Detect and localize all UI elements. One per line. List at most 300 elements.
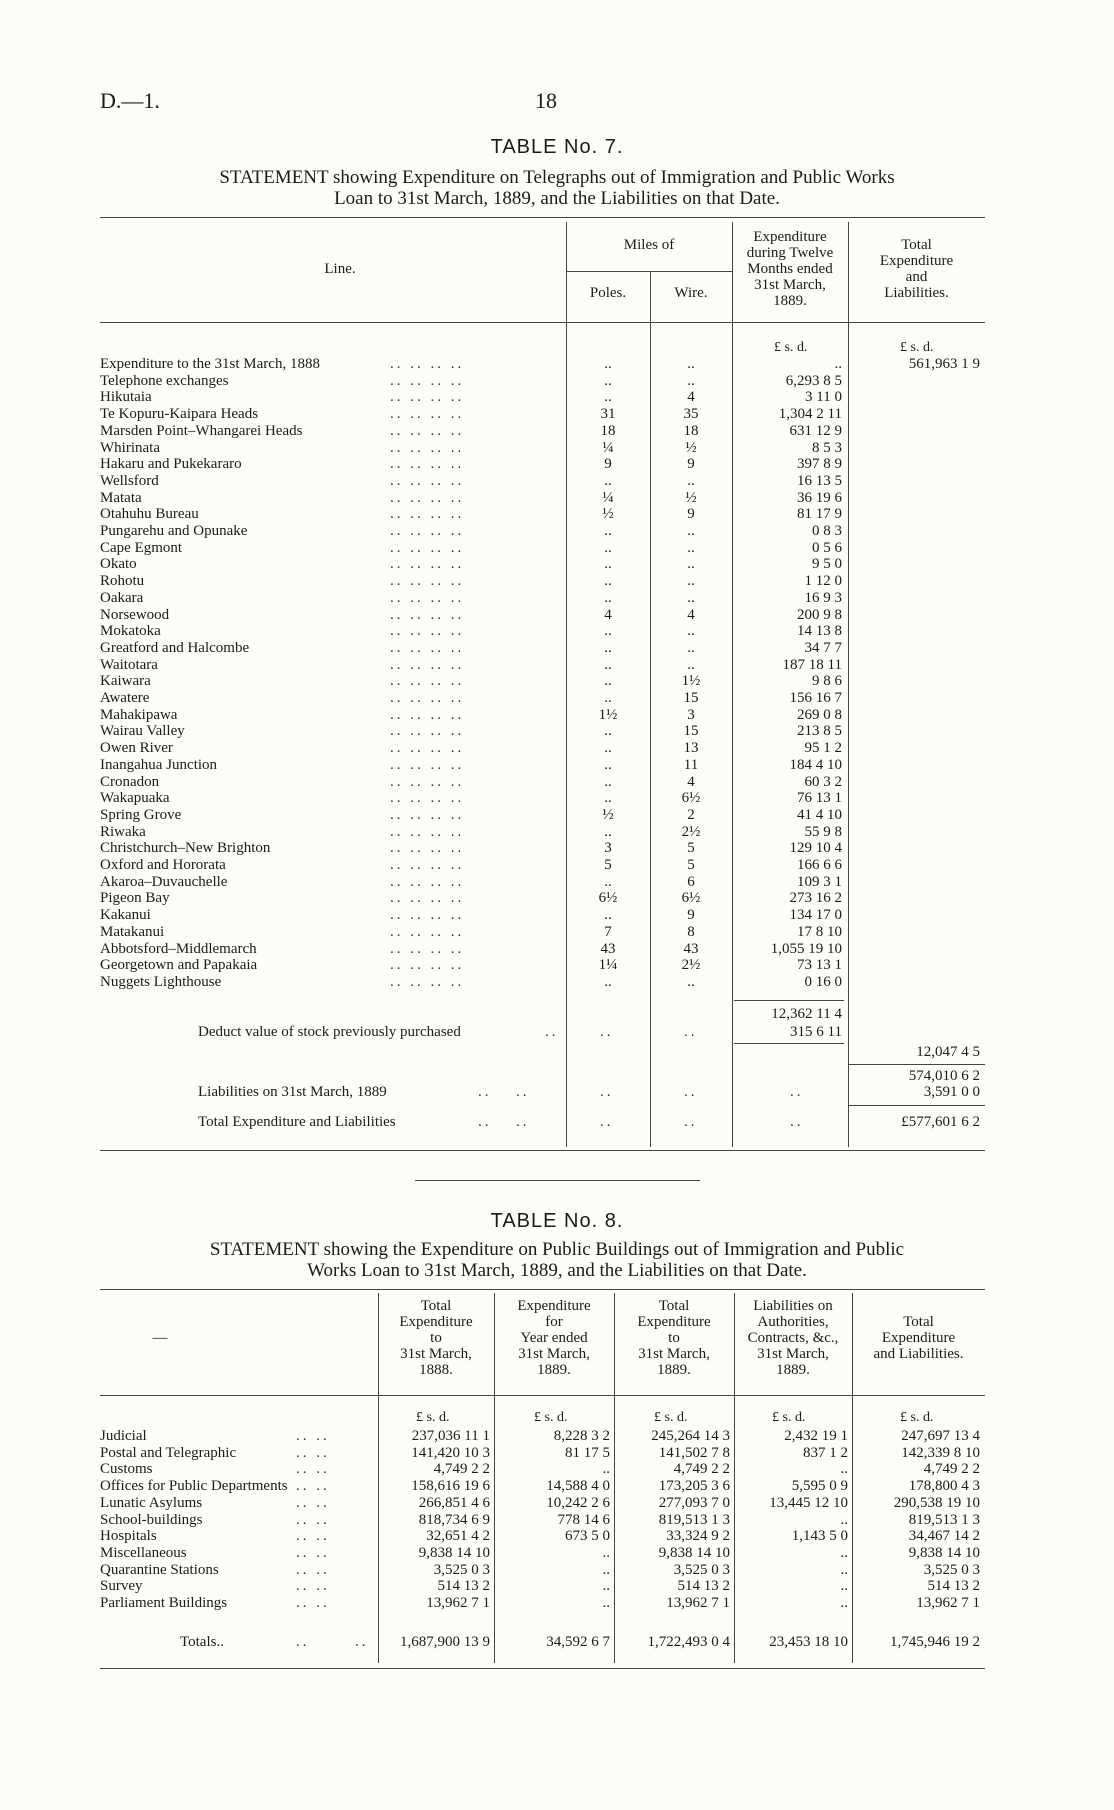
leader-dots: .. ..: [296, 1461, 330, 1478]
table-row: [0, 389, 1114, 406]
line-name: Oxford and Hororata: [100, 857, 226, 873]
wire-value: 35: [683, 406, 699, 423]
line-name: Te Kopuru-Kaipara Heads: [100, 406, 259, 423]
expenditure-value: 81 17 9: [797, 506, 842, 523]
wire-value: 5: [687, 857, 695, 873]
table-row: [0, 1578, 1114, 1595]
poles-value: ..: [604, 690, 612, 706]
expenditure-value: 0 5 6: [812, 539, 842, 556]
table8-header-col2: Expenditure for Year ended 31st March, 1889.: [517, 1298, 591, 1378]
line-name: Georgetown and Papakaia: [100, 957, 258, 974]
table7-currency-total: £ s. d.: [900, 340, 934, 355]
poles-value: ..: [604, 472, 612, 489]
total-value: 561,963 1 9: [908, 356, 980, 372]
leader-dots: .. .. .. ..: [390, 389, 465, 406]
wire-value: 5: [687, 840, 695, 857]
leader-dots: .. .. .. ..: [390, 740, 465, 757]
line-name: Pungarehu and Opunake: [100, 523, 248, 539]
line-name: Telephone exchanges: [100, 372, 229, 389]
leader-dots: .. .. .. ..: [390, 372, 465, 389]
poles-value: 6½: [598, 890, 618, 907]
line-name: Hakaru and Pukekararo: [100, 456, 242, 473]
category-label: Quarantine Stations: [100, 1561, 219, 1578]
table-row: [0, 490, 1114, 507]
line-name: Waitotara: [100, 656, 158, 673]
col1-value: 266,851 4 6: [418, 1494, 490, 1511]
table-row: [0, 790, 1114, 807]
leader-dots: .. .. .. ..: [390, 356, 465, 372]
table8-currency-col5: £ s. d.: [900, 1410, 934, 1425]
table7-header-rule: [100, 322, 985, 323]
expenditure-value: 273 16 2: [789, 890, 842, 907]
document-reference: D.—1.: [100, 88, 160, 113]
expenditure-value: 34 7 7: [804, 639, 842, 656]
table-row: [0, 857, 1114, 874]
table-row: [0, 373, 1114, 390]
leader-dots: .. .. .. ..: [390, 556, 465, 573]
line-name: Kakanui: [100, 907, 151, 924]
leader-dots: .. .. .. ..: [390, 790, 465, 807]
table-row: [0, 1445, 1114, 1462]
line-name: Awatere: [100, 690, 150, 706]
category-label: School-buildings: [100, 1511, 203, 1528]
leader-dots: .. .. .. ..: [390, 973, 465, 990]
expenditure-value: 129 10 4: [789, 840, 842, 857]
poles-value: 5: [604, 857, 612, 873]
leader-dots: .. .. .. ..: [390, 690, 465, 706]
leader-dots: .. .. .. ..: [390, 506, 465, 523]
table-row: [0, 1595, 1114, 1612]
col4-value: ..: [840, 1561, 848, 1578]
table-row: [0, 540, 1114, 557]
leader-dots: ..: [355, 1634, 369, 1650]
page-number: 18: [535, 88, 557, 113]
table8-header-col3: Total Expenditure to 31st March, 1889.: [637, 1298, 711, 1378]
poles-value: ½: [602, 506, 614, 523]
table8-currency-col4: £ s. d.: [772, 1410, 806, 1425]
expenditure-value: 16 9 3: [804, 589, 842, 606]
col4-value: 13,445 12 10: [769, 1494, 848, 1511]
leader-dots: .. .. .. ..: [390, 623, 465, 640]
expenditure-value: 60 3 2: [804, 773, 842, 790]
expenditure-value: 9 5 0: [812, 556, 842, 573]
table-row: [0, 1478, 1114, 1495]
col5-value: 178,800 4 3: [908, 1478, 980, 1495]
col5-value: 3,525 0 3: [923, 1561, 980, 1578]
line-name: Pigeon Bay: [100, 890, 170, 907]
col5-value: 247,697 13 4: [901, 1428, 980, 1444]
leader-dots: .. .. .. ..: [390, 823, 465, 840]
col2-value: 8,228 3 2: [553, 1428, 610, 1444]
line-name: Mahakipawa: [100, 706, 178, 723]
leader-dots: ..: [684, 1084, 698, 1100]
col4-value: 1,143 5 0: [791, 1528, 848, 1545]
line-name: Nuggets Lighthouse: [100, 973, 222, 990]
table7-deduct-amount: 315 6 11: [790, 1024, 842, 1040]
expenditure-value: 95 1 2: [804, 740, 842, 757]
table-row: [0, 974, 1114, 991]
col3-value: 141,502 7 8: [658, 1444, 730, 1461]
col5-value: 13,962 7 1: [916, 1595, 980, 1611]
poles-value: 3: [604, 840, 612, 857]
expenditure-value: 1,304 2 11: [778, 406, 842, 423]
col2-value: 778 14 6: [557, 1511, 610, 1528]
wire-value: 13: [683, 740, 699, 757]
line-name: Christchurch–New Brighton: [100, 840, 271, 857]
poles-value: ..: [604, 573, 612, 590]
poles-value: ..: [604, 523, 612, 539]
poles-value: ..: [604, 973, 612, 990]
wire-value: 4: [687, 773, 695, 790]
col4-value: ..: [840, 1578, 848, 1595]
wire-value: 9: [687, 456, 695, 473]
table7-sum-rule: [734, 1000, 844, 1001]
table-row: [0, 1545, 1114, 1562]
line-name: Abbotsford–Middlemarch: [100, 940, 257, 957]
col4-value: ..: [840, 1511, 848, 1528]
line-name: Otahuhu Bureau: [100, 506, 199, 523]
poles-value: ..: [604, 589, 612, 606]
table-row: [0, 1528, 1114, 1545]
table-row: [0, 423, 1114, 440]
table-row: [0, 473, 1114, 490]
table-row: [0, 840, 1114, 857]
table-row: [0, 941, 1114, 958]
table-row: [0, 690, 1114, 707]
category-label: Lunatic Asylums: [100, 1494, 203, 1511]
expenditure-value: 3 11 0: [805, 389, 842, 406]
table-row: [0, 740, 1114, 757]
table-row: [0, 456, 1114, 473]
col2-value: ..: [602, 1544, 610, 1561]
wire-value: 3: [687, 706, 695, 723]
wire-value: 2½: [681, 823, 701, 840]
poles-value: ..: [604, 639, 612, 656]
expenditure-value: 156 16 7: [789, 690, 842, 706]
leader-dots: .. .. .. ..: [390, 606, 465, 623]
poles-value: 31: [600, 406, 616, 423]
table7-statement-line1: STATEMENT showing Expenditure on Telegraphs out of Immigration and Public Works: [219, 167, 895, 188]
table7-liabilities-amount: 3,591 0 0: [923, 1084, 980, 1100]
line-name: Oakara: [100, 589, 144, 606]
leader-dots: .. ..: [296, 1595, 330, 1611]
leader-dots: .. .. .. ..: [390, 406, 465, 423]
leader-dots: .. .. .. ..: [390, 890, 465, 907]
table7-header-wire: Wire.: [674, 285, 708, 301]
table8-title: TABLE No. 8.: [490, 1210, 624, 1232]
col3-value: 173,205 3 6: [658, 1478, 730, 1495]
line-name: Okato: [100, 556, 137, 573]
expenditure-value: 36 19 6: [797, 489, 842, 506]
expenditure-value: ..: [834, 356, 842, 372]
poles-value: ..: [604, 556, 612, 573]
expenditure-value: 0 16 0: [804, 973, 842, 990]
leader-dots: .. ..: [296, 1478, 330, 1495]
table7-header-expenditure: Expenditure during Twelve Months ended 31st March, 1889.: [746, 229, 834, 309]
leader-dots: .. .. .. ..: [390, 857, 465, 873]
category-label: Postal and Telegraphic: [100, 1444, 237, 1461]
category-label: Judicial: [100, 1428, 147, 1444]
line-name: Kaiwara: [100, 673, 151, 690]
table8-totals-col4: 23,453 18 10: [769, 1634, 848, 1650]
wire-value: ..: [687, 656, 695, 673]
col3-value: 277,093 7 0: [658, 1494, 730, 1511]
poles-value: 1¼: [598, 957, 618, 974]
table-row: [0, 1512, 1114, 1529]
leader-dots: ..: [684, 1114, 698, 1130]
wire-value: 43: [683, 940, 699, 957]
expenditure-value: 16 13 5: [797, 472, 842, 489]
wire-value: ..: [687, 372, 695, 389]
wire-value: 8: [687, 923, 695, 940]
leader-dots: .. .. .. ..: [390, 589, 465, 606]
poles-value: ..: [604, 907, 612, 924]
table8-totals-col1: 1,687,900 13 9: [400, 1634, 490, 1650]
wire-value: 6: [687, 873, 695, 890]
leader-dots: .. ..: [296, 1428, 330, 1444]
wire-value: ..: [687, 356, 695, 372]
wire-value: ½: [685, 489, 697, 506]
leader-dots: .. .. .. ..: [390, 422, 465, 439]
expenditure-value: 166 6 6: [797, 857, 842, 873]
leader-dots: ..: [478, 1084, 492, 1100]
table8-currency-col1: £ s. d.: [416, 1410, 450, 1425]
wire-value: ..: [687, 623, 695, 640]
leader-dots: .. .. .. ..: [390, 706, 465, 723]
col2-value: 14,588 4 0: [546, 1478, 610, 1495]
col1-value: 3,525 0 3: [433, 1561, 490, 1578]
table-row: [0, 1461, 1114, 1478]
section-divider: [415, 1180, 700, 1181]
table8-totals-col3: 1,722,493 0 4: [647, 1634, 730, 1650]
line-name: Riwaka: [100, 823, 146, 840]
table8-header-blank: —: [152, 1330, 168, 1346]
table-row: [0, 506, 1114, 523]
leader-dots: .. .. .. ..: [390, 873, 465, 890]
poles-value: ..: [604, 539, 612, 556]
table8-totals-row: [0, 1634, 1114, 1651]
table7-deduct-rule: [734, 1043, 844, 1044]
col5-value: 142,339 8 10: [901, 1444, 980, 1461]
line-name: Marsden Point–Whangarei Heads: [100, 422, 303, 439]
wire-value: 18: [683, 422, 699, 439]
leader-dots: ..: [545, 1024, 559, 1040]
table-row: [0, 556, 1114, 573]
leader-dots: .. ..: [296, 1511, 330, 1528]
col1-value: 4,749 2 2: [433, 1461, 490, 1478]
expenditure-value: 109 3 1: [797, 873, 842, 890]
wire-value: ..: [687, 523, 695, 539]
col1-value: 9,838 14 10: [418, 1544, 490, 1561]
leader-dots: ..: [790, 1084, 804, 1100]
line-name: Norsewood: [100, 606, 170, 623]
expenditure-value: 269 0 8: [797, 706, 842, 723]
wire-value: 6½: [681, 790, 701, 807]
wire-value: 4: [687, 389, 695, 406]
category-label: Parliament Buildings: [100, 1595, 228, 1611]
wire-value: ..: [687, 472, 695, 489]
table7-title: TABLE No. 7.: [490, 136, 624, 158]
poles-value: ..: [604, 823, 612, 840]
leader-dots: .. ..: [296, 1444, 330, 1461]
wire-value: ..: [687, 639, 695, 656]
line-name: Cronadon: [100, 773, 160, 790]
leader-dots: .. .. .. ..: [390, 773, 465, 790]
line-name: Wellsford: [100, 472, 159, 489]
poles-value: 7: [604, 923, 612, 940]
table8-header-col1: Total Expenditure to 31st March, 1888.: [399, 1298, 473, 1378]
expenditure-value: 9 8 6: [812, 673, 842, 690]
col3-value: 13,962 7 1: [666, 1595, 730, 1611]
col5-value: 4,749 2 2: [923, 1461, 980, 1478]
line-name: Greatford and Halcombe: [100, 639, 250, 656]
leader-dots: .. .. .. ..: [390, 639, 465, 656]
table8-statement-line1: STATEMENT showing the Expenditure on Public Buildings out of Immigration and Public: [209, 1239, 905, 1260]
line-name: Spring Grove: [100, 806, 182, 823]
table8-currency-col3: £ s. d.: [654, 1410, 688, 1425]
leader-dots: .. ..: [296, 1494, 330, 1511]
wire-value: 2½: [681, 957, 701, 974]
table-row: [0, 356, 1114, 373]
poles-value: 9: [604, 456, 612, 473]
table7-grand-label: Total Expenditure and Liabilities: [198, 1114, 396, 1130]
expenditure-value: 41 4 10: [797, 806, 842, 823]
wire-value: 11: [683, 756, 699, 773]
col4-value: 5,595 0 9: [791, 1478, 848, 1495]
wire-value: 15: [683, 690, 699, 706]
table8-header-col5: Total Expenditure and Liabilities.: [873, 1314, 964, 1362]
poles-value: ½: [602, 806, 614, 823]
col2-value: ..: [602, 1578, 610, 1595]
leader-dots: ..: [600, 1084, 614, 1100]
expenditure-value: 187 18 11: [782, 656, 842, 673]
col2-value: 10,242 2 6: [546, 1494, 610, 1511]
table7-sum-expenditure: 12,362 11 4: [771, 1006, 842, 1022]
table7-header-total: Total Expenditure and Liabilities.: [879, 237, 954, 301]
table7-deduct-label: Deduct value of stock previously purchased: [198, 1024, 461, 1040]
col5-value: 514 13 2: [927, 1578, 980, 1595]
expenditure-value: 76 13 1: [797, 790, 842, 807]
table-row: [0, 907, 1114, 924]
expenditure-value: 14 13 8: [797, 623, 842, 640]
col3-value: 4,749 2 2: [673, 1461, 730, 1478]
leader-dots: .. ..: [296, 1561, 330, 1578]
col1-value: 237,036 11 1: [411, 1428, 490, 1444]
col5-value: 34,467 14 2: [908, 1528, 980, 1545]
leader-dots: .. .. .. ..: [390, 840, 465, 857]
table-row: [0, 640, 1114, 657]
table-row: [0, 1562, 1114, 1579]
table-row: [0, 657, 1114, 674]
leader-dots: ..: [790, 1114, 804, 1130]
poles-value: 43: [600, 940, 616, 957]
table8-totals-col5: 1,745,946 19 2: [890, 1634, 980, 1650]
line-name: Wakapuaka: [100, 790, 170, 807]
poles-value: 4: [604, 606, 612, 623]
poles-value: ..: [604, 790, 612, 807]
table7-subtotal: 574,010 6 2: [908, 1068, 980, 1084]
leader-dots: ..: [516, 1114, 530, 1130]
col1-value: 514 13 2: [437, 1578, 490, 1595]
category-label: Hospitals: [100, 1528, 157, 1545]
line-name: Akaroa–Duvauchelle: [100, 873, 228, 890]
table7-header-miles-of: Miles of: [623, 237, 675, 253]
table-row: [0, 807, 1114, 824]
leader-dots: .. .. .. ..: [390, 523, 465, 539]
line-name: Hikutaia: [100, 389, 152, 406]
table-row: [0, 707, 1114, 724]
table-row: [0, 757, 1114, 774]
leader-dots: .. .. .. ..: [390, 923, 465, 940]
table-row: [0, 673, 1114, 690]
expenditure-value: 200 9 8: [797, 606, 842, 623]
col4-value: ..: [840, 1595, 848, 1611]
line-name: Mokatoka: [100, 623, 161, 640]
line-name: Expenditure to the 31st March, 1888: [100, 356, 320, 372]
wire-value: 2: [687, 806, 695, 823]
expenditure-value: 213 8 5: [797, 723, 842, 740]
expenditure-value: 1,055 19 10: [770, 940, 842, 957]
table8-totals-col2: 34,592 6 7: [546, 1634, 610, 1650]
wire-value: 4: [687, 606, 695, 623]
category-label: Offices for Public Departments: [100, 1478, 288, 1495]
leader-dots: ..: [516, 1084, 530, 1100]
poles-value: ..: [604, 673, 612, 690]
col1-value: 141,420 10 3: [411, 1444, 490, 1461]
leader-dots: .. ..: [296, 1544, 330, 1561]
table7-header-poles: Poles.: [589, 285, 627, 301]
table-row: [0, 623, 1114, 640]
col3-value: 9,838 14 10: [658, 1544, 730, 1561]
col5-value: 9,838 14 10: [908, 1544, 980, 1561]
col4-value: 837 1 2: [803, 1444, 848, 1461]
leader-dots: .. .. .. ..: [390, 472, 465, 489]
table-row: [0, 406, 1114, 423]
leader-dots: .. .. .. ..: [390, 806, 465, 823]
table-row: [0, 723, 1114, 740]
wire-value: 6½: [681, 890, 701, 907]
leader-dots: .. .. .. ..: [390, 673, 465, 690]
leader-dots: .. .. .. ..: [390, 940, 465, 957]
table8-currency-col2: £ s. d.: [534, 1410, 568, 1425]
wire-value: 1½: [681, 673, 701, 690]
leader-dots: .. .. .. ..: [390, 439, 465, 456]
wire-value: ..: [687, 556, 695, 573]
table-row: [0, 607, 1114, 624]
col3-value: 3,525 0 3: [673, 1561, 730, 1578]
table-row: [0, 824, 1114, 841]
col3-value: 33,324 9 2: [666, 1528, 730, 1545]
table8-bottom-rule: [100, 1668, 985, 1669]
poles-value: ..: [604, 723, 612, 740]
poles-value: ..: [604, 356, 612, 372]
category-label: Survey: [100, 1578, 143, 1595]
leader-dots: ..: [478, 1114, 492, 1130]
expenditure-value: 0 8 3: [812, 523, 842, 539]
table-row: [0, 440, 1114, 457]
leader-dots: .. .. .. ..: [390, 573, 465, 590]
leader-dots: .. ..: [296, 1528, 330, 1545]
table7-liabilities-label: Liabilities on 31st March, 1889: [198, 1084, 387, 1100]
leader-dots: .. .. .. ..: [390, 489, 465, 506]
line-name: Owen River: [100, 740, 173, 757]
expenditure-value: 55 9 8: [804, 823, 842, 840]
wire-value: 9: [687, 907, 695, 924]
leader-dots: ..: [296, 1634, 310, 1650]
col1-value: 13,962 7 1: [426, 1595, 490, 1611]
expenditure-value: 184 4 10: [789, 756, 842, 773]
leader-dots: ..: [600, 1114, 614, 1130]
